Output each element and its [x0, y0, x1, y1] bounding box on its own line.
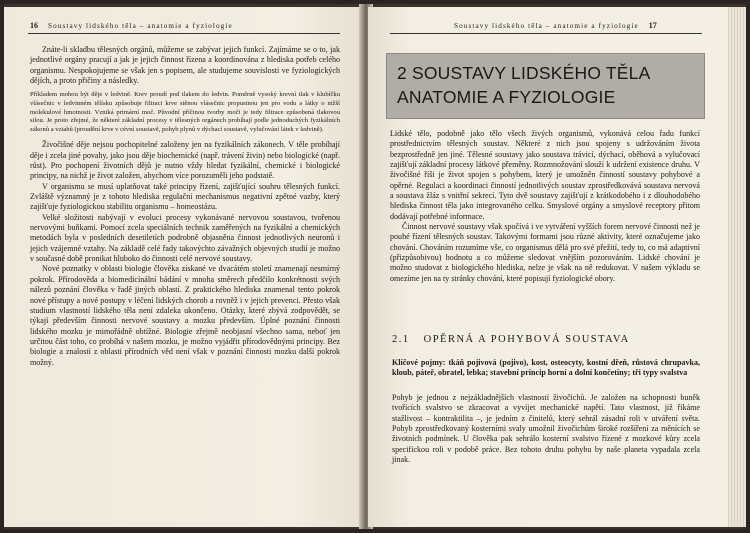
- running-header-right: [454, 21, 657, 30]
- right-paragraph: Lidské tělo, podobně jako tělo všech živých organismů, vykonává celou řadu funkcí prostřednictvím tělesných soustav. Některé z nich jsou spojeny s udržováním života bezprostředně jen jiné. Tělesné soustavy jako soustava trávicí, dýchací, oběhová a vylučovací zajišťují základní procesy látkové přeměny. Rozmnožování slouží k udržení existence druhu. V živočišné říši je život spojen s pohybem, který je umožněn činností soustavy pohybové a opěrné. Regulaci a koordinaci činností jednotlivých soustav zprostředkovává soustava nervová a soustava žláz s vnitřní sekrecí. Tyto dvě soustavy zajišťují z krátkodobého i z dlouhodobého hlediska činnost těla jako integrovaného celku. Smyslové orgány a smyslové receptory přitom dodávají potřebné informace.: [390, 129, 700, 221]
- running-header-text-right: Soustavy lidského těla – anatomie a fyziologie: [454, 22, 639, 30]
- left-example-note: Příkladem mohou být děje v ledvině. Krev proudí pod tlakem do ledvin. Poměrně vysoký krevní tlak v klubíčku vlásečnic v ledvinném tělísku způsobuje filtraci krve stěnou vlásečnic propustnou jen pro vodu a látky o nižší molekulové hmotnosti. Vzniká primární moč. Původní příčinou tvorby moči je tedy filtrace způsobená tlakovou silou. Je proto zřejmé, že některé základní procesy v tělesných orgánech probíhají podle jednoduchých fyzikálních zákonů a vztahů (proudění krve v cévní soustavě, pohyb plynů v dýchací soustavě, vylučování látek v ledvině).: [30, 91, 340, 133]
- left-body: [30, 45, 340, 368]
- chapter-title-line1: 2 SOUSTAVY LIDSKÉHO TĚLA: [397, 63, 651, 83]
- chapter-title-box: [386, 53, 705, 119]
- right-paragraph: Pohyb je jednou z nejzákladnějších vlastností živočichů. Je založen na schopnosti buněk tvořících svalstvo se zkracovat a vyvíjet mechanické napětí. Tato vlastnost, již říkáme stažlivost – kontraktilita –, je jedním z činitelů, který sehrál zásadní roli v utváření světa. Pohyb zprostředkovaný kosterními svaly umožnil živočichům široké rozšíření za měnících se životních podmínek. U člověka pak sehrálo kosterní svalstvo řízené z mozkové kůry zcela specifickou roli v podobě práce. Bez tohoto druhu pohybu by naše planeta vypadala zcela jinak.: [392, 393, 700, 465]
- chapter-title-line2: ANATOMIE A FYZIOLOGIE: [397, 87, 616, 107]
- book-spread: [4, 4, 746, 529]
- right-page: [368, 7, 728, 527]
- left-paragraph: Živočišné děje nejsou pochopitelné založeny jen na fyzikálních zákonech. V těle probíhají děje i zcela jiné povahy, jako jsou děje biochemické (např. trávení živin) nebo biologické (např. růst). Pro pochopení životních dějů je nutno vždy hledat fyzikální, chemické i biologické principy, na nichž je život založen, abychom více porozuměli jeho podstatě.: [30, 140, 340, 181]
- left-page: [4, 7, 365, 527]
- left-paragraph: Znáte-li skladbu tělesných orgánů, můžeme se zabývat jejich funkcí. Zajímáme se o to, jak jednotlivé orgány pracují a jak je jejich činnost řízena a koordinována z hlediska potřeb celého organismu. Nespokojujeme se však jen s popisem, ale studujeme souvislosti ve fyziologických dějích, a proto přičiny a následky.: [30, 45, 340, 86]
- header-rule-left: [28, 33, 340, 34]
- section-number: 2.1: [392, 334, 410, 345]
- page-number-right: 17: [648, 21, 657, 30]
- page-edges: [728, 7, 746, 527]
- section-heading: [392, 334, 630, 345]
- header-rule-right: [390, 33, 702, 34]
- running-header-text-left: Soustavy lidského těla – anatomie a fyziologie: [48, 22, 233, 30]
- left-paragraph: Nové poznatky v oblasti biologie člověka získané ve dvacátém století znamenají nesmírný pokrok. Přírodověda a biomedicínální bádání v mnoha směrech předčilo konkrétnosti svých nálezů poznání člověka v řadě jiných oblastí. Z praktického hlediska znamenal tento pokrok nové přístupy a nové postupy v léčení lidských chorob a rovněž i v jejich prevenci. Přesto však studium vlastností lidského těla není zdaleka ukončeno. Otázky, které zbývá zodpovědět, se týkají především činnosti nervové soustavy a mozku především. Úplné poznání činnosti lidského mozku je mimořádně obtížné. Biologie zřejmě neobjasní všechno sama, neboť jen určitou část toho, co probíhá v našem mozku, je možno vyjádřit přírodovědnými principy. Bez biologie a znalostí z oblasti přírodních věd není však v poznání činnosti mozku další pokrok možný.: [30, 264, 340, 367]
- left-paragraph: Velké složitosti nabývají v evoluci procesy vykonávané nervovou soustavou, tvořenou nervovými buňkami. Pomocí zcela speciálních technik zaměřených na fyzikální a chemických metodách byla v posledních desetiletích podrobně objasněna činnost jednotlivých neuronů i jejich vzájemné vztahy. Na základě celé řady takovýchto závažných objevných studií je možno v současné době pronikat hluboko do činnosti celé nervové soustavy.: [30, 212, 340, 264]
- section-title: OPĚRNÁ A POHYBOVÁ SOUSTAVA: [423, 334, 630, 345]
- running-header-left: [30, 21, 233, 30]
- key-terms: Klíčové pojmy: tkáň pojivová (pojivo), kost, osteocyty, kostní dřeň, růstová chrupavka, kloub, páteř, obratel, lebka; stavební princip horní a dolní končetiny; tři typy svalstva: [392, 358, 700, 378]
- right-section-body: [392, 393, 700, 465]
- right-paragraph: Činnost nervové soustavy však spočívá i ve vytváření vyšších forem nervové činnosti než je pouhé řízení tělesných soustav. Takovými formami jsou různé aktivity, které označujeme jako chování. Chováním rozumíme vše, co organismus dělá pro své přežití, tedy to, co má adaptivní (přizpůsobivou) hodnotu a co můžeme sledovat vnějším pozorováním. Lidské chování je možno studovat z biologického hlediska, nelze je však na ně redukovat. V našem výkladu se omezíme jen na ty stránky chování, které popisují fyziologické obory.: [390, 222, 700, 283]
- left-paragraph: V organismu se musí uplatňovat také principy řízení, zajišťující souhru tělesných funkcí. Zvláště významný je z tohoto hlediska regulační mechanismus negativní zpětné vazby, který zajišťuje fyziologickou stabilitu organismu – homeostázu.: [30, 181, 340, 212]
- page-number-left: 16: [30, 21, 38, 30]
- right-intro-body: [390, 129, 700, 284]
